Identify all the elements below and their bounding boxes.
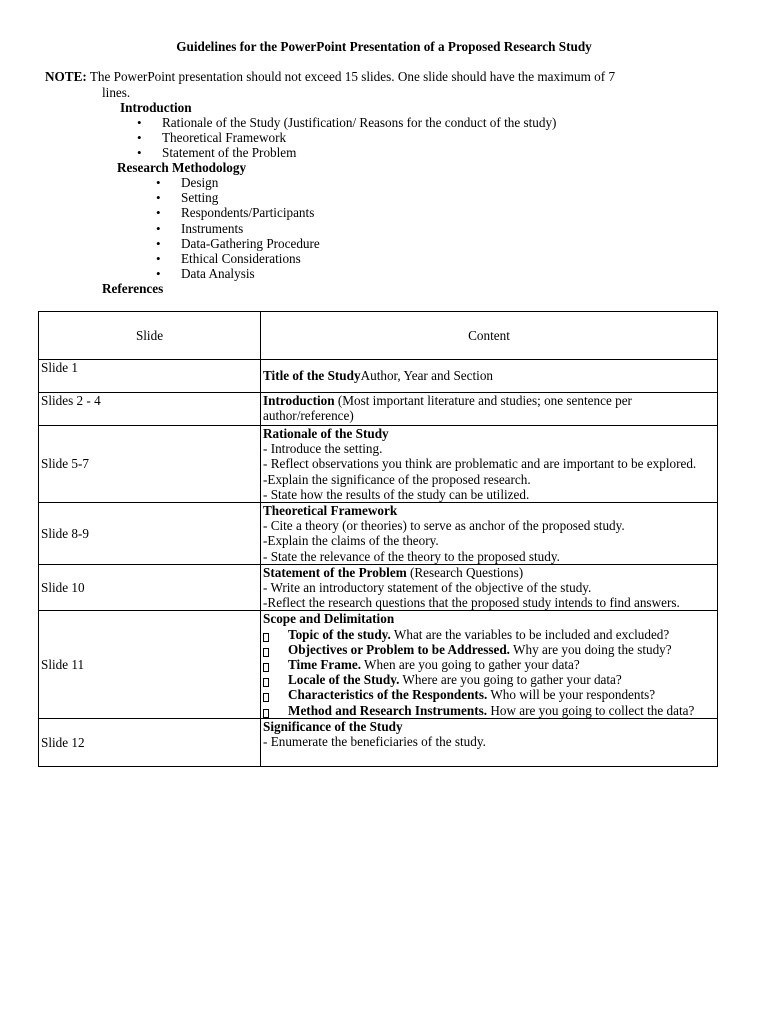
content-heading: Theoretical Framework (263, 503, 398, 519)
slide-cell: Slide 11 (39, 611, 261, 718)
note-label: NOTE: (45, 69, 87, 84)
content-line: - Introduce the setting. (263, 441, 383, 457)
slide-content-table (38, 311, 718, 767)
checkbox-bullet-icon (263, 633, 269, 642)
column-header-slide: Slide (39, 312, 261, 360)
slide-cell: Slide 10 (39, 564, 261, 611)
content-line: -Reflect the research questions that the proposed study intends to find answers. (263, 595, 680, 611)
content-line: -Explain the significance of the proposed research. (263, 471, 531, 487)
introduction-heading: Introduction (120, 100, 192, 115)
content-cell (261, 718, 718, 766)
content-cell (261, 426, 718, 503)
content-heading: Rationale of the Study (263, 426, 389, 441)
content-line: - State how the results of the study can be utilized. (263, 486, 530, 502)
checkbox-bullet-icon (263, 678, 269, 687)
methodology-list (156, 175, 320, 281)
note-paragraph (45, 69, 725, 101)
note-text-continued: lines. (102, 85, 131, 100)
content-cell (261, 611, 718, 718)
list-item: • Theoretical Framework (137, 130, 556, 145)
content-cell (261, 393, 718, 426)
slide-cell: Slide 5-7 (39, 426, 261, 503)
introduction-list (137, 115, 556, 161)
content-cell (261, 360, 718, 393)
list-item: • Respondents/Participants (156, 205, 320, 220)
content-heading: Title of the Study (263, 368, 361, 384)
list-item: • Ethical Considerations (156, 251, 320, 266)
content-line: - Reflect observations you think are problematic and are important to be explored. (263, 456, 697, 472)
list-item: Locale of the Study. Where are you going to gather your data? (263, 672, 715, 687)
list-item: • Design (156, 175, 320, 190)
slide-cell: Slides 2 - 4 (39, 393, 261, 426)
methodology-heading: Research Methodology (117, 160, 247, 175)
content-line: - Cite a theory (or theories) to serve as anchor of the proposed study. (263, 518, 625, 534)
list-item: • Data Analysis (156, 266, 320, 281)
content-cell (261, 564, 718, 611)
checkbox-bullet-icon (263, 709, 269, 718)
content-line: -Explain the claims of the theory. (263, 533, 439, 549)
list-item: Characteristics of the Respondents. Who will be your respondents? (263, 687, 715, 702)
list-item: • Instruments (156, 221, 320, 236)
checkbox-bullet-icon (263, 693, 269, 702)
content-text: (Most important literature and studies; one sentence per author/reference) (263, 393, 632, 424)
content-line: - State the relevance of the theory to the proposed study. (263, 548, 560, 564)
slide-cell: Slide 8-9 (39, 503, 261, 565)
list-item: • Statement of the Problem (137, 145, 556, 160)
content-text: (Research Questions) (406, 564, 524, 580)
list-item: Method and Research Instruments. How are you going to collect the data? (263, 703, 715, 718)
table-row (39, 393, 718, 426)
list-item: • Data-Gathering Procedure (156, 236, 320, 251)
content-heading: Scope and Delimitation (263, 611, 395, 627)
list-item: Topic of the study. What are the variables to be included and excluded? (263, 627, 715, 642)
content-heading: Significance of the Study (263, 718, 403, 734)
list-item: • Setting (156, 190, 320, 205)
content-line: - Write an introductory statement of the objective of the study. (263, 580, 592, 596)
column-header-content: Content (261, 312, 718, 360)
references-heading: References (102, 281, 164, 296)
content-text: Author, Year and Section (360, 368, 494, 384)
slide-cell: Slide 12 (39, 718, 261, 766)
list-item: Objectives or Problem to be Addressed. Why are you doing the study? (263, 642, 715, 657)
checkbox-bullet-icon (263, 663, 269, 672)
document-title: Guidelines for the PowerPoint Presentation of a Proposed Research Study (176, 39, 592, 54)
checkbox-bullet-icon (263, 648, 269, 657)
table-row (39, 426, 718, 503)
table-header-row (39, 312, 718, 360)
content-heading: Statement of the Problem (263, 564, 407, 580)
content-cell (261, 503, 718, 565)
table-row (39, 360, 718, 393)
content-line: - Enumerate the beneficiaries of the study. (263, 734, 486, 750)
content-heading: Introduction (263, 393, 335, 408)
list-item: • Rationale of the Study (Justification/ Reasons for the conduct of the study) (137, 115, 556, 130)
list-item: Time Frame. When are you going to gather your data? (263, 657, 715, 672)
table-row (39, 503, 718, 565)
note-text: The PowerPoint presentation should not exceed 15 slides. One slide should have the maximum of 7 (86, 69, 616, 84)
table-row (39, 611, 718, 718)
slide-cell: Slide 1 (39, 360, 261, 393)
table-row (39, 718, 718, 766)
table-row (39, 564, 718, 611)
